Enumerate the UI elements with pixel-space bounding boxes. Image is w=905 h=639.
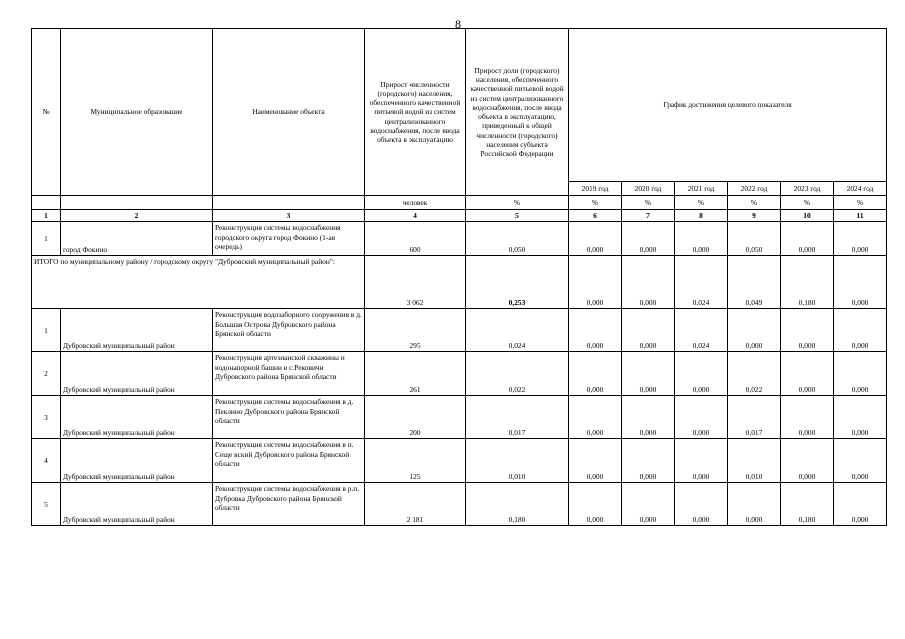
municipality-name: Дубровский муниципальный район: [61, 439, 213, 483]
total-label: ИТОГО по муниципальному району / городскому округу "Дубровский муниципальный район":: [32, 256, 365, 309]
year-value: 0,000: [622, 396, 675, 439]
year-value: 0,000: [675, 222, 728, 256]
header-share-growth: Прирост доли (городского) населения, обеспеченного качественной питьевой водой из систем централизованного водоснабжения, после ввода объекта в эксплуатацию, приведенный к общей численности (городского) населения субъекта Российской Федерации: [466, 29, 569, 196]
column-number: 11: [834, 210, 887, 222]
year-value: 0,000: [834, 483, 887, 526]
year-value: 0,000: [728, 309, 781, 352]
year-value: 0,022: [728, 352, 781, 396]
year-value: 0,000: [569, 396, 622, 439]
year-value: 0,010: [728, 439, 781, 483]
unit-percent: %: [834, 196, 887, 210]
object-name: Реконструкция артезианской скважины и водонапорной башни в с.Рековичи Дубровского района Брянской области: [213, 352, 365, 396]
header-municipality: Муниципальное образование: [61, 29, 213, 196]
year-value: 0,000: [834, 222, 887, 256]
municipality-name: город Фокино: [61, 222, 213, 256]
header-row: [32, 29, 887, 182]
year-value: 0,000: [569, 222, 622, 256]
year-value: 0,000: [675, 352, 728, 396]
year-value: 0,000: [622, 352, 675, 396]
year-value: 0,180: [781, 483, 834, 526]
column-number: 7: [622, 210, 675, 222]
column-number: 4: [365, 210, 466, 222]
unit-percent: %: [466, 196, 569, 210]
year-value: 0,000: [569, 439, 622, 483]
header-year: 2020 год: [622, 182, 675, 196]
table-row: [32, 439, 887, 483]
year-value: 0,000: [569, 309, 622, 352]
unit-percent: %: [728, 196, 781, 210]
row-number: 4: [32, 439, 61, 483]
year-value: 0,000: [834, 309, 887, 352]
share-value: 0,180: [466, 483, 569, 526]
table-row: [32, 222, 887, 256]
column-number: 5: [466, 210, 569, 222]
column-number: 3: [213, 210, 365, 222]
header-population-growth: Прирост численности (городского) населения, обеспеченного качественной питьевой водой из систем централизованного водоснабжения, после ввода объекта в эксплуатацию: [365, 29, 466, 196]
column-number: 2: [61, 210, 213, 222]
table-row: [32, 396, 887, 439]
header-year: 2024 год: [834, 182, 887, 196]
year-value: 0,000: [728, 483, 781, 526]
year-value: 0,000: [834, 439, 887, 483]
table-row: [32, 309, 887, 352]
share-value: 0,024: [466, 309, 569, 352]
header-year: 2022 год: [728, 182, 781, 196]
population-value: 200: [365, 396, 466, 439]
total-year-value: 0,000: [569, 256, 622, 309]
year-value: 0,024: [675, 309, 728, 352]
object-name: Реконструкция системы водоснабжения городского округа город Фокино (1-ая очередь): [213, 222, 365, 256]
total-share: 0,253: [466, 256, 569, 309]
object-name: Реконструкция системы водоснабжения в п. Сеще вский Дубровского района Брянской области: [213, 439, 365, 483]
total-population: 3 062: [365, 256, 466, 309]
table-row: [32, 483, 887, 526]
header-no: №: [32, 29, 61, 196]
year-value: 0,000: [781, 396, 834, 439]
unit-percent: %: [569, 196, 622, 210]
unit-percent: %: [622, 196, 675, 210]
year-value: 0,000: [781, 309, 834, 352]
page-number: 8: [455, 17, 461, 31]
municipality-name: Дубровский муниципальный район: [61, 352, 213, 396]
header-year: 2023 год: [781, 182, 834, 196]
table-row: [32, 352, 887, 396]
row-number: 1: [32, 222, 61, 256]
column-number: 9: [728, 210, 781, 222]
target-indicator-table: [31, 28, 887, 526]
row-number: 2: [32, 352, 61, 396]
row-number: 1: [32, 309, 61, 352]
year-value: 0,000: [569, 352, 622, 396]
year-value: 0,000: [622, 309, 675, 352]
share-value: 0,050: [466, 222, 569, 256]
unit-percent: %: [781, 196, 834, 210]
year-value: 0,000: [781, 439, 834, 483]
population-value: 600: [365, 222, 466, 256]
municipality-name: Дубровский муниципальный район: [61, 483, 213, 526]
row-number: 3: [32, 396, 61, 439]
population-value: 125: [365, 439, 466, 483]
municipality-name: Дубровский муниципальный район: [61, 309, 213, 352]
object-name: Реконструкция системы водоснабжения в р.п. Дубровка Дубровского района Брянской области: [213, 483, 365, 526]
year-value: 0,000: [781, 222, 834, 256]
header-year: 2019 год: [569, 182, 622, 196]
share-value: 0,017: [466, 396, 569, 439]
header-year: 2021 год: [675, 182, 728, 196]
object-name: Реконструкция системы водоснабжения в д. Пеклино Дубровского района Брянской области: [213, 396, 365, 439]
municipality-name: Дубровский муниципальный район: [61, 396, 213, 439]
unit-percent: %: [675, 196, 728, 210]
year-value: 0,000: [622, 222, 675, 256]
year-value: 0,000: [834, 352, 887, 396]
row-number: 5: [32, 483, 61, 526]
share-value: 0,010: [466, 439, 569, 483]
header-schedule: График достижения целевого показателя: [569, 29, 887, 182]
object-name: Реконструкция водозаборного сооружения в д. Большая Острова Дубровского района Брянской области: [213, 309, 365, 352]
unit-population: человек: [365, 196, 466, 210]
column-number-row: [32, 210, 887, 222]
column-number: 8: [675, 210, 728, 222]
column-number: 10: [781, 210, 834, 222]
year-value: 0,000: [622, 483, 675, 526]
total-year-value: 0,049: [728, 256, 781, 309]
year-value: 0,000: [675, 439, 728, 483]
population-value: 2 181: [365, 483, 466, 526]
year-value: 0,000: [622, 439, 675, 483]
year-value: 0,017: [728, 396, 781, 439]
year-value: 0,000: [781, 352, 834, 396]
total-year-value: 0,000: [622, 256, 675, 309]
year-value: 0,050: [728, 222, 781, 256]
share-value: 0,022: [466, 352, 569, 396]
year-value: 0,000: [569, 483, 622, 526]
population-value: 295: [365, 309, 466, 352]
total-row: [32, 256, 887, 309]
year-value: 0,000: [675, 396, 728, 439]
header-object: Наименование объекта: [213, 29, 365, 196]
year-value: 0,000: [675, 483, 728, 526]
total-year-value: 0,000: [834, 256, 887, 309]
total-year-value: 0,024: [675, 256, 728, 309]
population-value: 261: [365, 352, 466, 396]
year-value: 0,000: [834, 396, 887, 439]
units-row: [32, 196, 887, 210]
total-year-value: 0,180: [781, 256, 834, 309]
column-number: 1: [32, 210, 61, 222]
column-number: 6: [569, 210, 622, 222]
